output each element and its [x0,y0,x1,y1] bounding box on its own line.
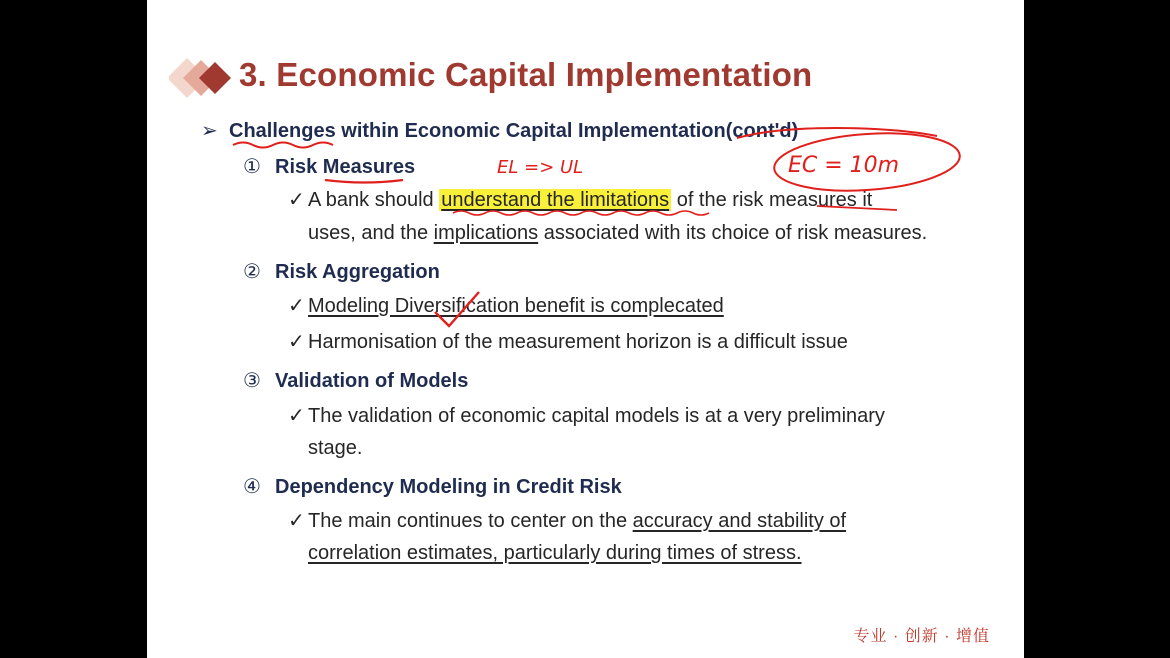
bullet-text: The main continues to center on the [308,510,633,532]
footer-slogan: 专业 · 创新 · 增值 [853,628,990,645]
item-label: Dependency Modeling in Credit Risk [275,476,622,498]
item-risk-aggregation [243,259,440,284]
bullet-text: uses, and the [308,222,434,244]
item-number: ③ [243,370,261,392]
item-label: Risk Aggregation [275,261,440,283]
handwritten-note-ec: EC = 10m [788,153,900,178]
underlined-text: Modeling Diversification benefit is complecated [308,295,724,317]
item-dependency-modeling [243,474,622,499]
item-label: Validation of Models [275,370,469,392]
highlighted-text: understand the limitations [441,189,670,211]
arrow-bullet-icon: ➢ [201,120,218,142]
handwritten-note-el-ul: EL => UL [497,157,584,178]
check-icon: ✓ [288,405,305,427]
bullet-text: Harmonisation of the measurement horizon is a difficult issue [308,331,848,353]
slide-title: 3. Economic Capital Implementation [239,56,813,93]
slide [147,0,1024,658]
section-heading [201,118,798,143]
bullet-item [288,327,848,358]
underlined-text: implications [433,222,539,244]
underlined-text: correlation estimates, particularly during times of stress. [308,542,802,564]
item-number: ④ [243,476,261,498]
item-number: ① [243,156,261,178]
bullet-continuation [308,542,802,565]
bullet-text: associated with its choice of risk measures. [538,222,928,244]
bullet-text: The validation of economic capital models is at a very preliminary [308,405,885,427]
item-number: ② [243,261,261,283]
check-icon: ✓ [288,510,305,532]
section-heading-text: Challenges within Economic Capital Implementation(cont'd) [229,120,799,142]
bullet-text: A bank should [308,189,440,211]
item-label: Risk Measures [275,156,416,178]
bullet-continuation [308,222,927,245]
check-icon: ✓ [288,295,305,317]
check-icon: ✓ [288,189,305,211]
bullet-item [288,185,872,216]
item-risk-measures [243,154,415,179]
wavy-underline-mark [233,143,333,148]
bullet-item [288,506,846,537]
bullet-item [288,401,885,432]
bullet-text: of the risk measures it [671,189,873,211]
underlined-text: accuracy and stability of [632,510,847,532]
item-validation-of-models [243,368,468,393]
diamond-logo-icon [169,54,239,102]
bullet-continuation: stage. [308,437,363,459]
check-icon: ✓ [288,331,305,353]
underline-mark [325,180,403,183]
bullet-item [288,291,724,322]
